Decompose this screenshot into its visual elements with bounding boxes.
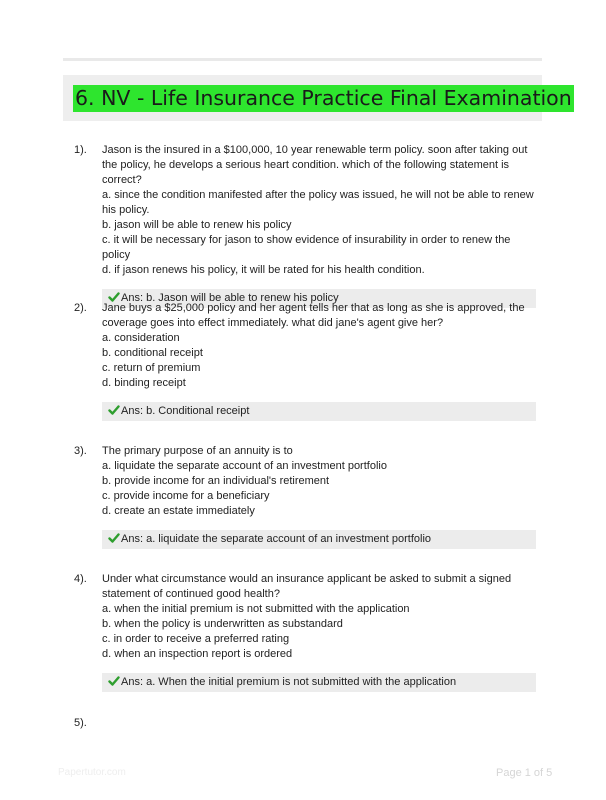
option-b: b. conditional receipt: [102, 347, 203, 359]
question-number: 1).: [74, 144, 87, 156]
question-2: [74, 301, 536, 421]
option-a: a. when the initial premium is not submitted with the application: [102, 603, 410, 615]
option-a: a. liquidate the separate account of an investment portfolio: [102, 460, 387, 472]
option-d: d. binding receipt: [102, 377, 186, 389]
option-a: a. since the condition manifested after the policy was issued, he will not be able to renew his policy.: [102, 189, 534, 216]
answer-prefix: Ans:: [121, 533, 147, 545]
answer-text: a. liquidate the separate account of an investment portfolio: [146, 533, 432, 545]
check-icon: [108, 404, 120, 416]
option-c: c. provide income for a beneficiary: [102, 490, 270, 502]
answer-text: b. Conditional receipt: [146, 405, 250, 417]
option-c: c. return of premium: [102, 362, 201, 374]
option-b: b. provide income for an individual's retirement: [102, 475, 330, 487]
answer-box: [102, 530, 536, 549]
answer-prefix: Ans:: [121, 676, 147, 688]
question-number: 2).: [74, 302, 87, 314]
question-1: [74, 143, 536, 308]
option-c: c. it will be necessary for jason to show evidence of insurability in order to renew the policy: [102, 234, 511, 261]
option-b: b. when the policy is underwritten as substandard: [102, 618, 343, 630]
option-a: a. consideration: [102, 332, 180, 344]
question-body: [102, 572, 536, 662]
answer-text: a. When the initial premium is not submitted with the application: [146, 676, 457, 688]
answer-prefix: Ans:: [121, 292, 147, 304]
option-d: d. create an estate immediately: [102, 505, 255, 517]
footer-watermark: Papertutor.com: [58, 767, 126, 778]
answer-prefix: Ans:: [121, 405, 147, 417]
answer-box: [102, 402, 536, 421]
check-icon: [108, 675, 120, 687]
question-number: 3).: [74, 445, 87, 457]
question-stem: The primary purpose of an annuity is to: [102, 445, 293, 457]
top-divider: [63, 58, 542, 61]
question-3: [74, 444, 536, 549]
option-d: d. if jason renews his policy, it will be rated for his health condition.: [102, 264, 425, 276]
question-4: [74, 572, 536, 692]
answer-box: [102, 673, 536, 692]
answer-text: b. Jason will be able to renew his policy: [146, 292, 339, 304]
check-icon: [108, 532, 120, 544]
question-stem: Under what circumstance would an insurance applicant be asked to submit a signed statement of continued good health?: [102, 573, 512, 600]
page-number: Page 1 of 5: [496, 767, 553, 779]
question-body: [102, 143, 536, 278]
option-c: c. in order to receive a preferred rating: [102, 633, 290, 645]
question-body: [102, 444, 536, 519]
question-number: 4).: [74, 573, 87, 585]
question-stem: Jason is the insured in a $100,000, 10 year renewable term policy. soon after taking out the policy, he develops a serious heart condition. which of the following statement is correct?: [102, 144, 528, 186]
page-title: 6. NV - Life Insurance Practice Final Examination: [75, 86, 572, 110]
question-body: [102, 301, 536, 391]
question-stem: Jane buys a $25,000 policy and her agent tells her that as long as she is approved, the coverage goes into effect immediately. what did jane's agent give her?: [102, 302, 525, 329]
option-b: b. jason will be able to renew his policy: [102, 219, 292, 231]
title-box: [63, 75, 572, 121]
option-d: d. when an inspection report is ordered: [102, 648, 293, 660]
question-number: 5).: [74, 717, 87, 729]
